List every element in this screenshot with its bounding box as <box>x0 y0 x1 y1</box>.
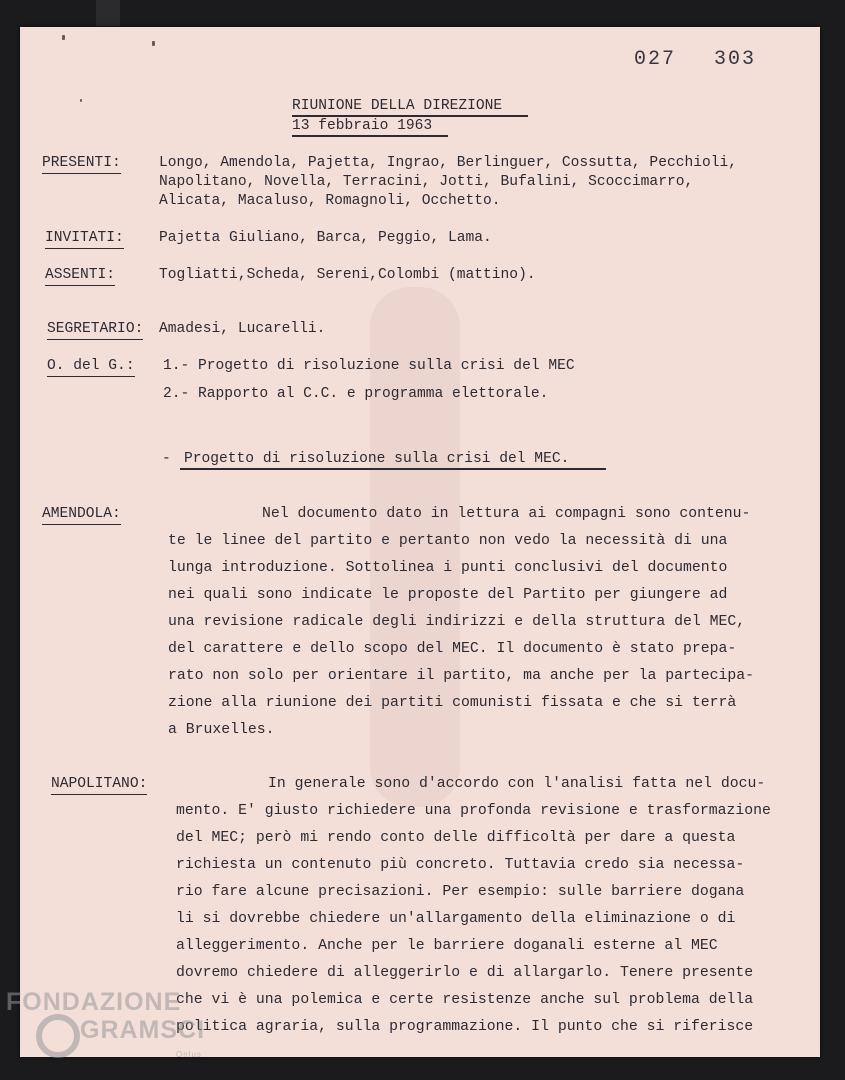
presenti-line: Alicata, Macaluso, Romagnoli, Occhetto. <box>159 193 501 209</box>
watermark-sub: Onlus <box>176 1050 202 1059</box>
presenti-line: Napolitano, Novella, Terracini, Jotti, Bufalini, Scoccimarro, <box>159 174 694 190</box>
section-heading: Progetto di risoluzione sulla crisi del MEC. <box>184 451 570 467</box>
section-dash: - <box>162 451 171 467</box>
intervention-line: politica agraria, sulla programmazione. Il punto che si riferisce <box>176 1019 754 1035</box>
segretario-label: SEGRETARIO: <box>47 320 143 340</box>
intervention-line: mento. E' giusto richiedere una profonda revisione e trasformazione <box>176 803 771 819</box>
agenda-item: 2.- Rapporto al C.C. e programma elettorale. <box>163 386 549 402</box>
speaker-label-napolitano: NAPOLITANO: <box>51 775 147 795</box>
assenti-list: Togliatti,Scheda, Sereni,Colombi (mattino). <box>159 267 536 283</box>
intervention-line: te le linee del partito e pertanto non vedo la necessità di una <box>168 533 728 549</box>
presenti-line: Longo, Amendola, Pajetta, Ingrao, Berlinguer, Cossutta, Pecchioli, <box>159 155 738 171</box>
intervention-line: del carattere e dello scopo del MEC. Il documento è stato prepa- <box>168 641 737 657</box>
intervention-line: zione alla riunione dei partiti comunisti fissata e che si terrà <box>168 695 737 711</box>
paper-smudge <box>62 35 65 40</box>
intervention-line: una revisione radicale degli indirizzi e della struttura del MEC, <box>168 614 746 630</box>
intervention-line: rato non solo per orientare il partito, ma anche per la partecipa- <box>168 668 755 684</box>
intervention-line: Nel documento dato in lettura ai compagni sono contenu- <box>262 506 751 522</box>
watermark-line2: GRAMSCI <box>80 1016 206 1044</box>
intervention-line: In generale sono d'accordo con l'analisi fatta nel docu- <box>268 776 766 792</box>
gramsci-logo-icon <box>36 1014 80 1058</box>
section-heading-underline <box>180 468 606 470</box>
intervention-line: li si dovrebbe chiedere un'allargamento della eliminazione o di <box>176 911 736 927</box>
intervention-line: a Bruxelles. <box>168 722 275 738</box>
fondazione-gramsci-watermark <box>6 988 216 1068</box>
intervention-line: nei quali sono indicate le proposte del Partito per giungere ad <box>168 587 728 603</box>
watermark-line1: FONDAZIONE <box>6 988 182 1016</box>
assenti-label: ASSENTI: <box>45 266 115 286</box>
presenti-label: PRESENTI: <box>42 154 121 174</box>
intervention-line: rio fare alcune precisazioni. Per esempio: sulle barriere dogana <box>176 884 745 900</box>
invitati-list: Pajetta Giuliano, Barca, Peggio, Lama. <box>159 230 492 246</box>
intervention-line: del MEC; però mi rendo conto delle difficoltà per dare a questa <box>176 830 736 846</box>
sheet-number-left: 027 <box>634 48 677 71</box>
paper-smudge <box>152 41 155 46</box>
intervention-line: alleggerimento. Anche per le barriere doganali esterne al MEC <box>176 938 718 954</box>
document-page <box>20 27 820 1057</box>
document-title: RIUNIONE DELLA DIREZIONE <box>292 98 503 114</box>
speaker-label-amendola: AMENDOLA: <box>42 505 121 525</box>
background-board <box>96 0 120 26</box>
agenda-item: 1.- Progetto di risoluzione sulla crisi del MEC <box>163 358 575 374</box>
intervention-line: che vi è una polemica e certe resistenze anche sul problema della <box>176 992 754 1008</box>
paper-smudge <box>80 99 82 102</box>
segretario-list: Amadesi, Lucarelli. <box>159 321 326 337</box>
sheet-number-right: 303 <box>714 48 757 71</box>
invitati-label: INVITATI: <box>45 229 124 249</box>
intervention-line: lunga introduzione. Sottolinea i punti conclusivi del documento <box>168 560 728 576</box>
intervention-line: richiesta un contenuto più concreto. Tuttavia credo sia necessa- <box>176 857 745 873</box>
agenda-label: O. del G.: <box>47 357 135 377</box>
date-underline <box>292 135 448 137</box>
document-date: 13 febbraio 1963 <box>292 118 433 134</box>
intervention-line: dovremo chiedere di alleggerirlo e di allargarlo. Tenere presente <box>176 965 754 981</box>
